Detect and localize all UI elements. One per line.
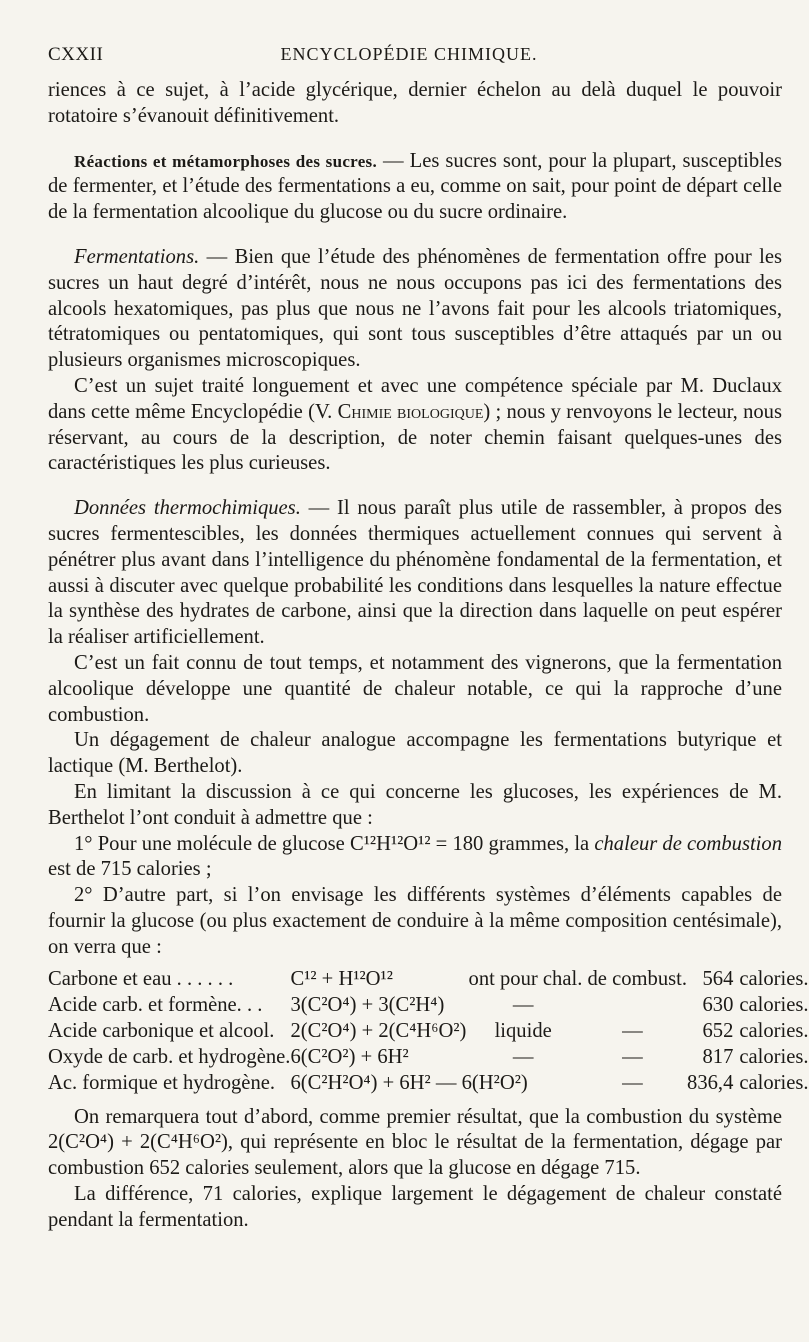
system-name: Carbone et eau . . . . . . [48,967,234,990]
system-formula: 6(C²O²) + 6H² [290,1045,409,1068]
system-desc: ont pour chal. de combust. [468,967,688,990]
table-row [48,1019,809,1045]
system-ditto-2 [578,993,687,1019]
paragraph-reactions-text: — Les sucres sont, pour la plupart, susceptibles de fermenter, et l’étude des fermentations a eu, comme on sait, pour point de départ celle de la fermentation alcoolique du glucose ou du sucre ordinaire. [48,149,782,224]
running-title: ENCYCLOPÉDIE CHIMIQUE. [280,44,538,64]
system-formula: C¹² + H¹²O¹² [290,967,393,990]
system-ditto-1: — [512,1045,534,1068]
page-body [48,78,809,1233]
table-row [48,967,809,993]
system-name: Acide carbonique et alcool. [48,1019,275,1042]
system-formula: 6(C²H²O⁴) + 6H² — 6(H²O²) [290,1071,528,1094]
system-unit: calories. [739,1019,809,1042]
paragraph-1: riences à ce sujet, à l’acide glycérique, dernier échelon au delà duquel le pouvoir rotatoire s’évanouit définitivement. [48,79,782,127]
paragraph-point-2: 2° D’autre part, si l’on envisage les différents systèmes d’éléments capables de fournir la glucose (ou plus exactement de conduire à la même composition centésimale), on verra que : [48,884,782,958]
paragraph-butyrique: Un dégagement de chaleur analogue accompagne les fermentations butyrique et lactique (M. Berthelot). [48,729,782,778]
paragraph-reactions [48,149,782,226]
section-heading-reactions: Réactions et métamorphoses des sucres. [74,151,378,171]
paragraph-thermochimiques-text: — Il nous paraît plus utile de rassembler, à propos des sucres fermentescibles, les données thermiques actuellement connues qui servent à pénétrer plus avant dans l’intelligence du phénomène fondamental de la fermentation, et aussi à discuter avec quelque probabilité les conditions dans lesquelles la nature effectue la synthèse des hydrates de carbone, ainsi que la direction dans laquelle on peut espérer la réaliser artificiellement. [48,497,782,649]
section-heading-fermentations: Fermentations. [74,245,200,268]
table-row [48,993,809,1019]
table-row [48,1045,809,1071]
systems-table [48,967,809,1097]
system-desc: liquide [494,1019,552,1042]
system-unit: calories. [739,1071,809,1094]
system-unit: calories. [739,993,809,1016]
section-heading-thermochimiques: Données thermochimiques. [74,497,301,520]
paragraph-fermentations-text: — Bien que l’étude des phénomènes de fermentation offre pour les sucres un haut degré d’intérêt, nous ne nous occupons pas ici des fermentations des alcools hexatomiques, pas plus que nous ne l’avons fait pour les alcools triatomiques, tétratomiques ou pentatomiques, qui sont tous susceptibles d’être attaqués par un ou plusieurs organismes microscopiques. [48,245,782,372]
paragraph-vignerons: C’est un fait connu de tout temps, et notamment des vignerons, que la fermentation alcoolique développe une quantité de chaleur notable, ce qui la rapproche d’une combustion. [48,651,782,726]
table-row [48,1071,809,1097]
system-name: Ac. formique et hydrogène. [48,1071,276,1094]
paragraph-point-1-b: est de 715 calories ; [48,858,212,881]
system-ditto-1: — [622,1019,643,1042]
paragraph-fermentations [48,245,782,374]
paragraph-point-1-a: 1° Pour une molécule de glucose C¹²H¹²O¹² = 180 grammes, la [74,832,595,855]
system-value: 564 [702,967,734,990]
system-name: Oxyde de carb. et hydrogène. [48,1045,291,1068]
paragraph-duclaux-a: C’est un sujet traité longuement et avec une compétence spéciale par M. Duclaux dans cette même Encyclopédie (V. [48,374,782,423]
paragraph-duclaux [48,374,782,477]
reference-chimie-biologique: Chimie biologique [337,400,484,423]
system-value: 836,4 [687,1071,734,1094]
paragraph-premier-resultat: On remarquera tout d’abord, comme premier résultat, que la combustion du système 2(C²O⁴) + 2(C⁴H⁶O²), qui représente en bloc le résultat de la fermentation, dégage par combustion 652 calories seulement, alors que la glucose en dégage 715. [48,1105,782,1180]
system-value: 630 [702,993,734,1016]
paragraph-berthelot: En limitant la discussion à ce qui concerne les glucoses, les expériences de M. Berthelot l’ont conduit à admettre que : [48,780,782,829]
system-ditto-2: — [622,1071,643,1094]
system-value: 817 [702,1045,734,1068]
system-formula: 3(C²O⁴) + 3(C²H⁴) [290,993,445,1016]
paragraph-thermochimiques [48,496,782,651]
paragraph-duclaux-b: ) ; nous y renvoyons le lecteur, nous réservant, au cours de la description, de noter chemin faisant quelques-unes des caractéristiques les plus curieuses. [48,400,782,475]
system-unit: calories. [739,967,809,990]
paragraph-point-1 [48,832,782,884]
paragraph-difference: La différence, 71 calories, explique largement le dégagement de chaleur constaté pendant la fermentation. [48,1182,782,1231]
system-ditto-2: — [622,1045,643,1068]
page-header [48,44,770,74]
system-name: Acide carb. et formène. . . [48,993,263,1016]
term-chaleur-combustion: chaleur de combustion [594,832,782,855]
system-unit: calories. [739,1045,809,1068]
system-ditto-1: — [512,993,534,1016]
page-number: CXXII [48,44,104,65]
system-formula: 2(C²O⁴) + 2(C⁴H⁶O²) [290,1019,467,1042]
system-value: 652 [702,1019,734,1042]
